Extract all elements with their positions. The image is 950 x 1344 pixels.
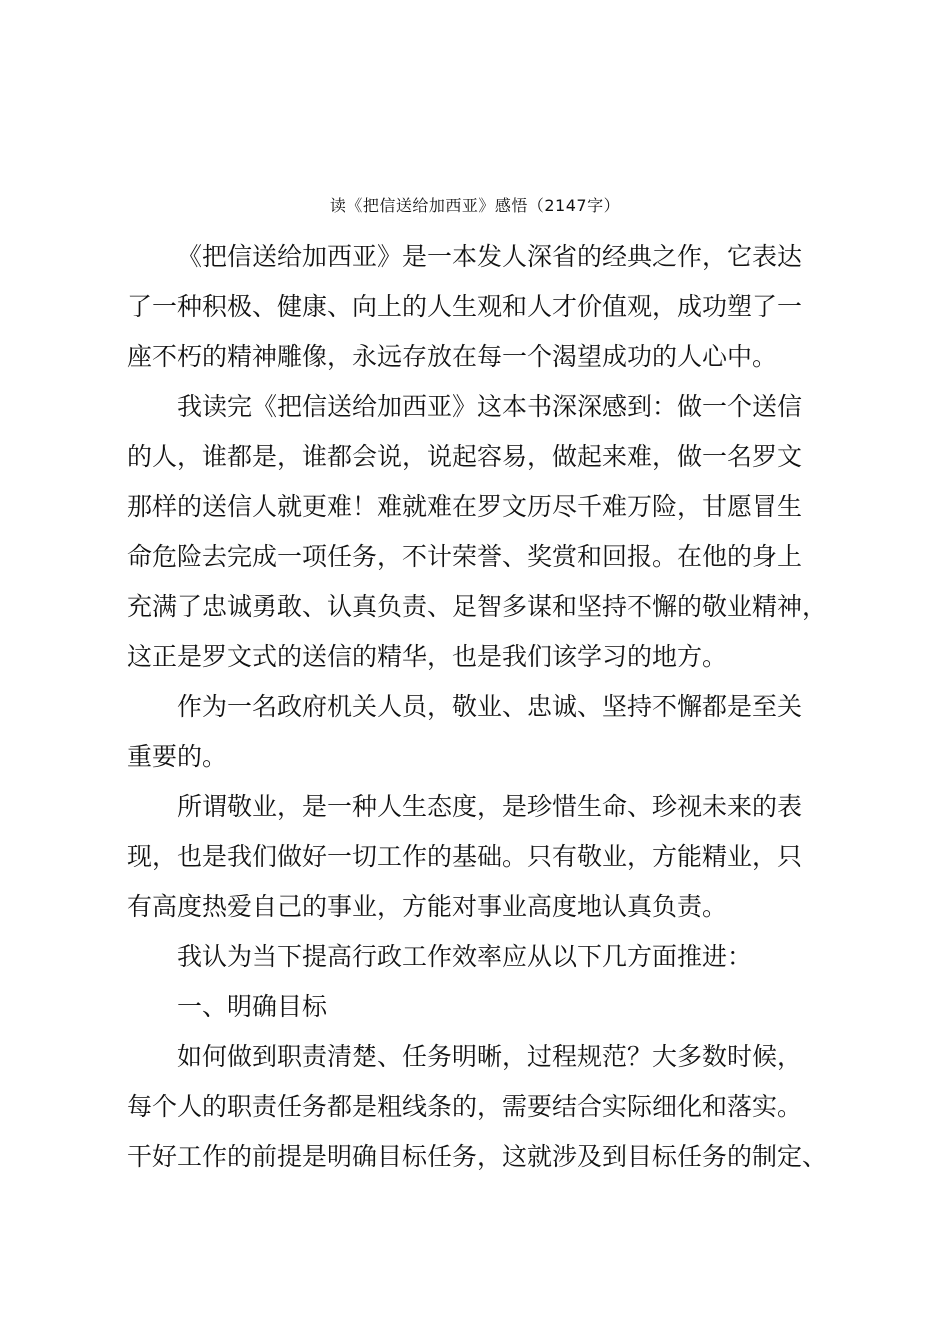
body-line: 作为一名政府机关人员，敬业、忠诚、坚持不懈都是至关 [177,692,803,721]
body-line: 充满了忠诚勇敢、认真负责、足智多谋和坚持不懈的敬业精神， [127,592,828,621]
body-line: 如何做到职责清楚、任务明晰，过程规范？大多数时候， [177,1042,803,1071]
body-line: 《把信送给加西亚》是一本发人深省的经典之作，它表达 [177,242,803,271]
document-body [127,232,857,1182]
body-line: 这正是罗文式的送信的精华，也是我们该学习的地方。 [127,642,728,671]
body-line: 那样的送信人就更难！难就难在罗文历尽千难万险，甘愿冒生 [127,492,803,521]
body-line: 一、明确目标 [177,992,328,1021]
body-line: 干好工作的前提是明确目标任务，这就涉及到目标任务的制定、 [127,1142,828,1171]
body-line: 现，也是我们做好一切工作的基础。只有敬业，方能精业，只 [127,842,803,871]
body-line: 命危险去完成一项任务，不计荣誉、奖赏和回报。在他的身上 [127,542,803,571]
body-line: 重要的。 [127,742,228,771]
body-line: 了一种积极、健康、向上的人生观和人才价值观，成功塑了一 [127,292,803,321]
body-line: 所谓敬业，是一种人生态度，是珍惜生命、珍视未来的表 [177,792,803,821]
body-line: 座不朽的精神雕像，永远存放在每一个渴望成功的人心中。 [127,342,778,371]
body-line: 我认为当下提高行政工作效率应从以下几方面推进： [177,942,753,971]
document-title: 读《把信送给加西亚》感悟（2147字） [329,196,621,215]
body-line: 每个人的职责任务都是粗线条的，需要结合实际细化和落实。 [127,1092,803,1121]
body-line: 有高度热爱自己的事业，方能对事业高度地认真负责。 [127,892,728,921]
body-line: 我读完《把信送给加西亚》这本书深深感到：做一个送信 [177,392,803,421]
body-line: 的人，谁都是，谁都会说，说起容易，做起来难，做一名罗文 [127,442,803,471]
